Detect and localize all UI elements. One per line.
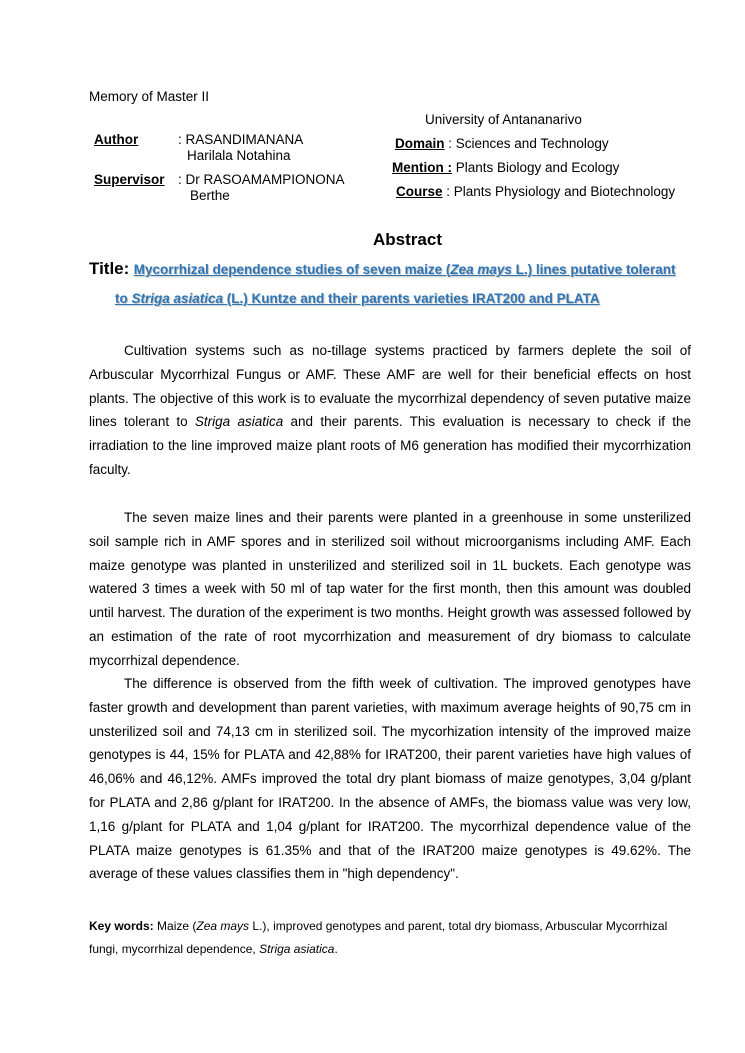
keywords — [89, 915, 691, 961]
title-text-1-italic: Zea mays — [450, 262, 512, 277]
title-text-2b: (L.) Kuntze and their parents varieties IRAT200 and PLATA — [223, 291, 600, 306]
supervisor-value-line2: Berthe — [190, 188, 230, 203]
abstract-heading: Abstract — [373, 230, 442, 249]
keywords-text-b: L.), improved genotypes and parent, total dry biomass, Arbuscular Mycorrhizal fungi, mycorrhizal dependence, — [89, 919, 668, 956]
author-label: Author — [94, 132, 139, 147]
abstract-paragraph-3: The difference is observed from the fifth week of cultivation. The improved genotypes have faster growth and development than parent varieties, with maximum average heights of 90,75 cm in unsterilized soil and 74,13 cm in sterilized soil. The mycorhization intensity of the improved maize genotypes is 44, 15% for PLATA and 42,88% for IRAT200, their parent varieties have high values of 46,06% and 46,12%. AMFs improved the total dry plant biomass of maize genotypes, 3,04 g/plant for PLATA and 2,86 g/plant for IRAT200. In the absence of AMFs, the biomass value was very low, 1,16 g/plant for PLATA and 1,04 g/plant for IRAT200. The mycorrhizal dependence value of the PLATA maize genotypes is 61.35% and that of the IRAT200 maize genotypes is 49.62%. The average of these values classifies them in "high dependency". — [89, 676, 691, 882]
course-row — [396, 184, 675, 199]
keywords-label: Key words: — [89, 919, 154, 933]
title-text-1a: Mycorrhizal dependence studies of seven maize ( — [133, 262, 451, 277]
supervisor-label: Supervisor — [94, 172, 165, 187]
domain-value: : Sciences and Technology — [444, 136, 609, 151]
domain-label: Domain — [395, 136, 445, 151]
keywords-text-c: . — [334, 942, 338, 956]
mention-value: Plants Biology and Ecology — [452, 160, 620, 175]
memory-label: Memory of Master II — [89, 89, 210, 104]
mention-label: Mention : — [392, 160, 452, 175]
keywords-italic-1: Zea mays — [196, 919, 250, 933]
author-value-line1: : RASANDIMANANA — [178, 132, 304, 147]
title-text-2a: to — [115, 291, 132, 306]
mention-row — [392, 160, 619, 175]
supervisor-value-line1: : Dr RASOAMAMPIONONA — [178, 172, 345, 187]
author-value-line2: Harilala Notahina — [187, 148, 291, 163]
p1-text-italic: Striga asiatica — [194, 414, 284, 430]
p1-text-a: Cultivation systems such as no-tillage systems practiced by farmers deplete the soil of Arbuscular Mycorrhizal Fungus or AMF. These AMF are well for their beneficial effects on host plants. The objective of this work is to evaluate the mycorrhizal dependency of seven putative maize lines tolerant to — [89, 343, 691, 430]
abstract-paragraph-2: The seven maize lines and their parents were planted in a greenhouse in some unsterilized soil sample rich in AMF spores and in sterilized soil without microorganisms including AMF. Each maize genotype was planted in unsterilized and sterilized soil in 1L buckets. Each genotype was watered 3 times a week with 50 ml of tap water for the first month, then this amount was doubled until harvest. The duration of the experiment is two months. Height growth was assessed followed by an estimation of the rate of root mycorrhization and measurement of dry biomass to calculate mycorrhizal dependence. — [89, 510, 691, 668]
abstract-paragraph-1 — [89, 339, 691, 482]
title-line-1 — [89, 259, 675, 279]
p1-text-b: and their parents. This evaluation is necessary to check if the irradiation to the line improved maize plant roots of M6 generation has modified their mycorrhization faculty. — [89, 414, 692, 477]
keywords-italic-2: Striga asiatica — [259, 942, 335, 956]
title-text-1b: L.) lines putative tolerant — [511, 262, 676, 277]
university-name: University of Antananarivo — [425, 112, 582, 127]
course-label: Course — [396, 184, 443, 199]
keywords-text-a: Maize ( — [153, 919, 197, 933]
course-value: : Plants Physiology and Biotechnology — [442, 184, 676, 199]
title-label: Title: — [89, 259, 130, 278]
title-text-2-italic: Striga asiatica — [131, 291, 224, 306]
domain-row — [395, 136, 609, 151]
title-line-2 — [115, 290, 600, 308]
